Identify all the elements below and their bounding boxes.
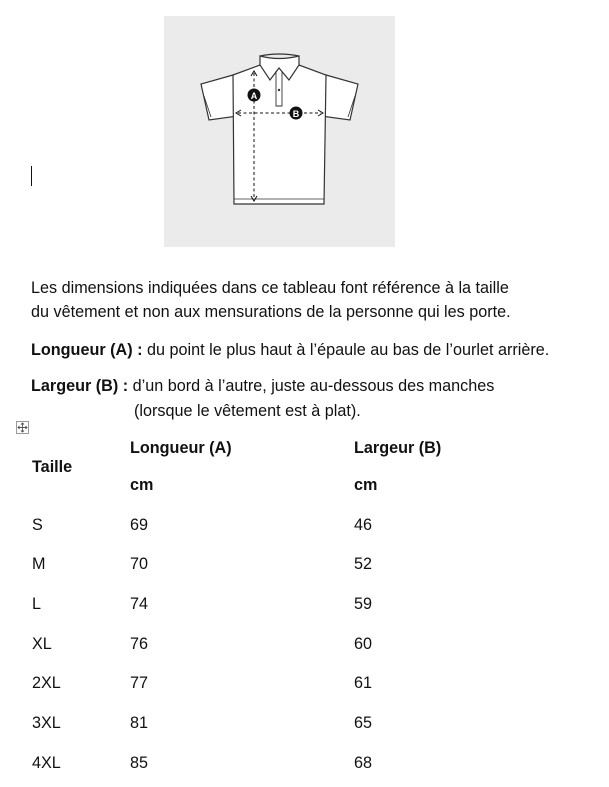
row-length-xl: 76 [130,635,149,653]
width-unit: cm [354,476,378,494]
row-length-m: 70 [130,555,149,573]
marker-a-label: A [250,91,258,101]
row-length-2xl: 77 [130,674,149,692]
table-move-handle[interactable] [16,421,29,434]
row-width-l: 59 [354,595,373,613]
polo-shirt-diagram [164,16,395,247]
length-definition [31,338,549,362]
row-size-s: S [32,516,43,534]
polo-shirt-measurement-icon [164,16,395,247]
length-label: Longueur (A) : [31,341,143,359]
intro-line-2: du vêtement et non aux mensurations de la personne qui les porte. [31,303,511,321]
width-label: Largeur (B) : [31,377,129,395]
length-unit: cm [130,476,154,494]
row-size-l: L [32,595,42,613]
intro-paragraph [31,276,511,324]
row-width-4xl: 68 [354,754,373,772]
width-text: d’un bord à l’autre, juste au-dessous des manches [128,377,495,395]
size-header: Taille [32,458,73,476]
row-width-s: 46 [354,516,373,534]
row-width-2xl: 61 [354,674,373,692]
row-length-s: 69 [130,516,149,534]
text-cursor [31,166,32,186]
length-text: du point le plus haut à l’épaule au bas de l’ourlet arrière. [142,341,550,359]
length-header: Longueur (A) [130,439,232,457]
row-width-xl: 60 [354,635,373,653]
row-size-2xl: 2XL [32,674,61,692]
row-width-m: 52 [354,555,373,573]
width-definition [31,374,494,398]
row-width-3xl: 65 [354,714,373,732]
move-icon [17,422,28,433]
row-length-4xl: 85 [130,754,149,772]
width-header: Largeur (B) [354,439,442,457]
row-length-l: 74 [130,595,149,613]
width-definition-line-2: (lorsque le vêtement est à plat). [134,402,361,420]
marker-b-label: B [292,109,300,119]
row-size-m: M [32,555,46,573]
row-size-xl: XL [32,635,52,653]
row-size-4xl: 4XL [32,754,61,772]
row-size-3xl: 3XL [32,714,61,732]
row-length-3xl: 81 [130,714,149,732]
intro-line-1: Les dimensions indiquées dans ce tableau font référence à la taille [31,279,509,297]
